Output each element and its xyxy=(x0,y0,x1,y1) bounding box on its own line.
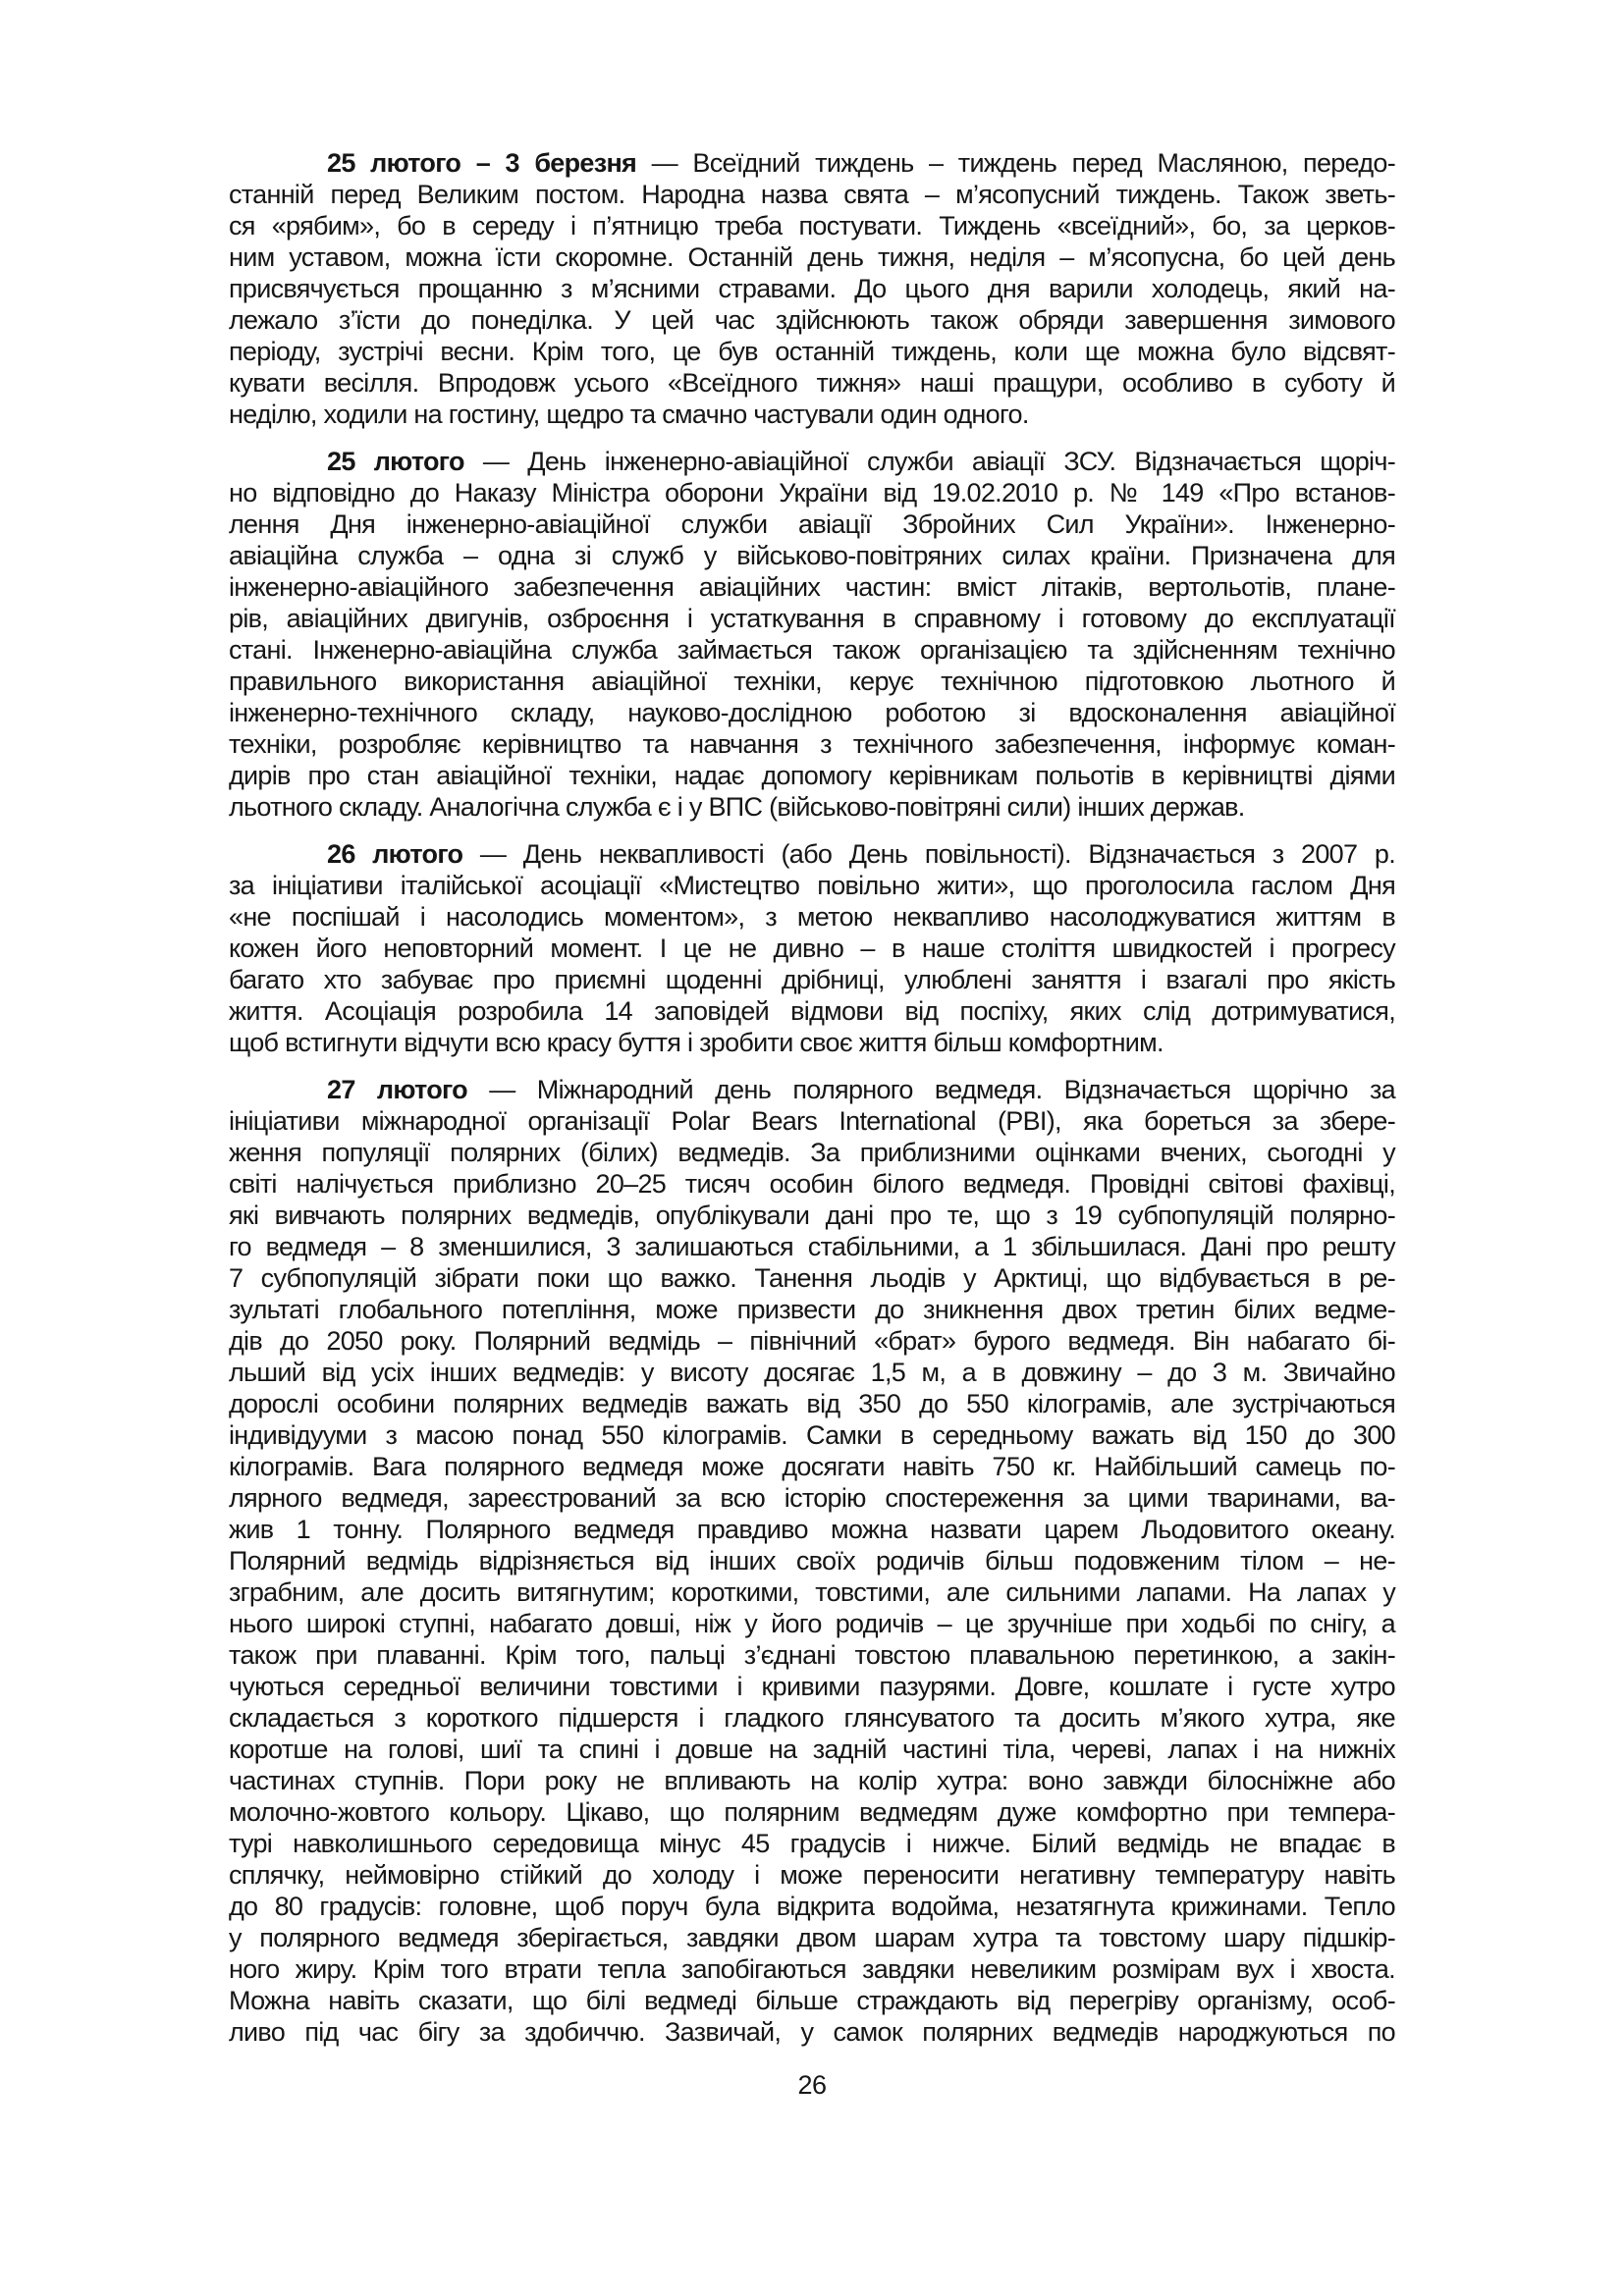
text-line: чуються середньої величини товстими і кривими пазурями. Довге, кошлате і густе хутро xyxy=(229,1672,1395,1701)
text-line: правильного використання авіаційної техніки, керує технічною підготовкою льотного й xyxy=(229,667,1395,696)
text-line: нього широкі ступні, набагато довші, ніж у його родичів – це зручніше при ходьбі по снігу, а xyxy=(229,1609,1395,1638)
text-line: кувати весілля. Впродовж усього «Всеїдного тижня» наші пращури, особливо в суботу й xyxy=(229,368,1395,398)
text-line: кілограмів. Вага полярного ведмедя може досягати навіть 750 кг. Найбільший самець по- xyxy=(229,1452,1395,1481)
text-line: 26 лютого — День неквапливості (або День повільності). Відзначається з 2007 р. xyxy=(327,839,1395,869)
text-line: також при плаванні. Крім того, пальці з’єднані товстою плавальною перетинкою, а закін- xyxy=(229,1640,1395,1670)
text-line: інженерно-технічного складу, науково-дослідною роботою зі вдосконалення авіаційної xyxy=(229,698,1395,727)
text-line: коротше на голові, шиї та спині і довше на задній частині тіла, череві, лапах і на нижніх xyxy=(229,1735,1395,1764)
text-line: жив 1 тонну. Полярного ведмедя правдиво можна назвати царем Льодовитого океану. xyxy=(229,1515,1395,1544)
date-heading: 27 лютого xyxy=(327,1075,467,1104)
text-line: присвячується прощанню з м’ясними стравами. До цього дня варили холодець, який на- xyxy=(229,274,1395,303)
text-line: за ініціативи італійської асоціації «Мистецтво повільно жити», що проголосила гаслом Дня xyxy=(229,871,1395,900)
text-line: дорослі особини полярних ведмедів важать від 350 до 550 кілограмів, але зустрічаються xyxy=(229,1389,1395,1418)
text-line: які вивчають полярних ведмедів, опублікували дані про те, що з 19 субпопуляцій полярно- xyxy=(229,1201,1395,1230)
text-line: частинах ступнів. Пори року не впливають на колір хутра: воно завжди білосніжне або xyxy=(229,1766,1395,1795)
text-line: ження популяції полярних (білих) ведмедів. За приблизними оцінками вчених, сьогодні у xyxy=(229,1138,1395,1167)
text-line: життя. Асоціація розробила 14 заповідей відмови від поспіху, яких слід дотримуватися, xyxy=(229,996,1395,1026)
text-line: авіаційна служба – одна зі служб у військово-повітряних силах країни. Призначена для xyxy=(229,541,1395,570)
body-text xyxy=(229,147,1395,2048)
paragraph xyxy=(229,147,1395,430)
text-line: лярного ведмедя, зареєстрований за всю історію спостереження за цими тваринами, ва- xyxy=(229,1483,1395,1513)
text-line: «не поспішай і насолодись моментом», з метою неквапливо насолоджуватися життям в xyxy=(229,902,1395,932)
text-line: ним уставом, можна їсти скоромне. Останній день тижня, неділя – м’ясопусна, бо цей день xyxy=(229,242,1395,272)
text-line: ного жиру. Крім того втрати тепла запобігаються завдяки невеликим розмірам вух і хвоста. xyxy=(229,1954,1395,1984)
text-line: дирів про стан авіаційної техніки, надає допомогу керівникам польотів в керівництві діями xyxy=(229,761,1395,790)
text-line: індивідууми з масою понад 550 кілограмів. Самки в середньому важать від 150 до 300 xyxy=(229,1420,1395,1450)
paragraph xyxy=(229,1074,1395,2048)
text-line: сплячку, неймовірно стійкий до холоду і може переносити негативну температуру навіть xyxy=(229,1860,1395,1890)
paragraph xyxy=(229,838,1395,1058)
text-line: го ведмедя – 8 зменшилися, 3 залишаються стабільними, а 1 збільшилася. Дані про решту xyxy=(229,1232,1395,1261)
text-line: складається з короткого підшерстя і гладкого глянсуватого та досить м’якого хутра, яке xyxy=(229,1703,1395,1733)
text-line: стані. Інженерно-авіаційна служба займається також організацією та здійсненням технічно xyxy=(229,635,1395,665)
text-line: станній перед Великим постом. Народна назва свята – м’ясопусний тиждень. Також зветь- xyxy=(229,180,1395,209)
text-line: багато хто забуває про приємні щоденні дрібниці, улюблені заняття і взагалі про якість xyxy=(229,965,1395,994)
text-line: ливо під час бігу за здобиччю. Зазвичай, у самок полярних ведмедів народжуються по xyxy=(229,2017,1395,2047)
text-line: молочно-жовтого кольору. Цікаво, що полярним ведмедям дуже комфортно при темпера- xyxy=(229,1797,1395,1827)
text-line: зграбним, але досить витягнутим; короткими, товстими, але сильними лапами. На лапах у xyxy=(229,1577,1395,1607)
text-line: періоду, зустрічі весни. Крім того, це був останній тиждень, коли ще можна було відсвят- xyxy=(229,337,1395,366)
text-line: 25 лютого — День інженерно-авіаційної служби авіації ЗСУ. Відзначається щоріч- xyxy=(327,447,1396,476)
text-line: неділю, ходили на гостину, щедро та смачно частували один одного. xyxy=(229,400,1029,429)
text-line: турі навколишнього середовища мінус 45 градусів і нижче. Білий ведмідь не впадає в xyxy=(229,1829,1395,1858)
text-line: ініціативи міжнародної організації Polar Bears International (PBI), яка бореться за збере- xyxy=(229,1106,1395,1136)
date-heading: 25 лютого xyxy=(327,447,464,476)
text-line: у полярного ведмедя зберігається, завдяки двом шарам хутра та товстому шару підшкір- xyxy=(229,1923,1395,1952)
page-number: 26 xyxy=(797,2070,827,2100)
text-line: Полярний ведмідь відрізняється від інших своїх родичів більш подовженим тілом – не- xyxy=(229,1546,1395,1575)
text-line: льший від усіх інших ведмедів: у висоту досягає 1,5 м, а в довжину – до 3 м. Звичайно xyxy=(229,1358,1395,1387)
date-heading: 25 лютого – 3 березня xyxy=(327,148,637,178)
text-line: дів до 2050 року. Полярний ведмідь – північний «брат» бурого ведмедя. Він набагато бі- xyxy=(229,1326,1395,1356)
text-line: но відповідно до Наказу Міністра оборони України від 19.02.2010 р. № 149 «Про встанов- xyxy=(229,478,1395,507)
paragraph xyxy=(229,446,1395,823)
text-line: льотного складу. Аналогічна служба є і у ВПС (військово-повітряні сили) інших держав. xyxy=(229,792,1245,822)
text-line: Можна навіть сказати, що білі ведмеді більше страждають від перегріву організму, особ- xyxy=(229,1986,1395,2015)
text-line: щоб встигнути відчути всю красу буття і зробити своє життя більш комфортним. xyxy=(229,1028,1164,1057)
text-line: 27 лютого — Міжнародний день полярного ведмедя. Відзначається щорічно за xyxy=(327,1075,1396,1104)
text-line: лежало з’їсти до понеділка. У цей час здійснюють також обряди завершення зимового xyxy=(229,305,1395,335)
text-line: лення Дня інженерно-авіаційної служби авіації Збройних Сил України». Інженерно- xyxy=(229,509,1395,539)
text-line: рів, авіаційних двигунів, озброєння і устаткування в справному і готовому до експлуатації xyxy=(229,604,1395,633)
text-line: інженерно-авіаційного забезпечення авіаційних частин: вміст літаків, вертольотів, плане- xyxy=(229,572,1395,602)
text-line: техніки, розробляє керівництво та навчання з технічного забезпечення, інформує коман- xyxy=(229,729,1395,759)
text-line: ся «рябим», бо в середу і п’ятницю треба постувати. Тиждень «всеїдний», бо, за церков- xyxy=(229,211,1395,240)
text-line: зультаті глобального потепління, може призвести до зникнення двох третин білих ведме- xyxy=(229,1295,1395,1324)
date-heading: 26 лютого xyxy=(327,839,463,869)
text-line: світі налічується приблизно 20–25 тисяч особин білого ведмедя. Провідні світові фахівці, xyxy=(229,1169,1395,1199)
text-line: 7 субпопуляцій зібрати поки що важко. Танення льодів у Арктиці, що відбувається в ре- xyxy=(229,1263,1395,1293)
text-line: кожен його неповторний момент. І це не дивно – в наше століття швидкостей і прогресу xyxy=(229,934,1395,963)
text-line: 25 лютого – 3 березня — Всеїдний тиждень – тиждень перед Масляною, передо- xyxy=(327,148,1395,178)
text-line: до 80 градусів: головне, щоб поруч була відкрита водойма, незатягнута крижинами. Тепло xyxy=(229,1892,1395,1921)
